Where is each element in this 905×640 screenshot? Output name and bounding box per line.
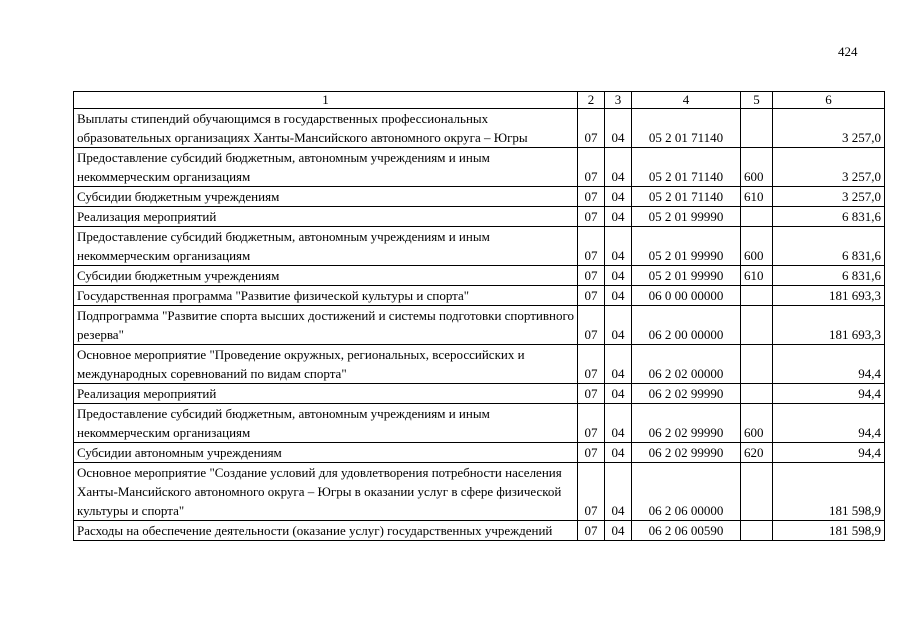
cell-subsection: 04: [605, 443, 632, 463]
column-header: 6: [773, 92, 885, 109]
cell-subsection: 04: [605, 286, 632, 306]
cell-section: 07: [578, 463, 605, 521]
cell-expense-type: [741, 286, 773, 306]
cell-target-article: 06 2 06 00590: [632, 521, 741, 541]
cell-name: Предоставление субсидий бюджетным, автономным учреждениям и иным некоммерческим организациям: [74, 227, 578, 266]
table-row: [74, 521, 885, 541]
cell-expense-type: 600: [741, 227, 773, 266]
table-row: [74, 207, 885, 227]
table-row: [74, 109, 885, 148]
table-row: [74, 443, 885, 463]
cell-amount: 94,4: [773, 443, 885, 463]
cell-amount: 3 257,0: [773, 109, 885, 148]
table-row: [74, 266, 885, 286]
cell-section: 07: [578, 404, 605, 443]
cell-amount: 6 831,6: [773, 207, 885, 227]
table-row: [74, 148, 885, 187]
cell-expense-type: [741, 521, 773, 541]
cell-section: 07: [578, 384, 605, 404]
cell-subsection: 04: [605, 345, 632, 384]
cell-name: Основное мероприятие "Проведение окружных, региональных, всероссийских и международных соревнований по видам спорта": [74, 345, 578, 384]
cell-expense-type: [741, 109, 773, 148]
cell-subsection: 04: [605, 404, 632, 443]
cell-target-article: 05 2 01 99990: [632, 207, 741, 227]
cell-name: Реализация мероприятий: [74, 384, 578, 404]
cell-amount: 94,4: [773, 404, 885, 443]
cell-expense-type: [741, 384, 773, 404]
cell-expense-type: [741, 306, 773, 345]
cell-section: 07: [578, 207, 605, 227]
cell-subsection: 04: [605, 384, 632, 404]
cell-target-article: 06 0 00 00000: [632, 286, 741, 306]
cell-subsection: 04: [605, 109, 632, 148]
cell-subsection: 04: [605, 306, 632, 345]
cell-target-article: 05 2 01 99990: [632, 227, 741, 266]
column-header: 1: [74, 92, 578, 109]
cell-subsection: 04: [605, 148, 632, 187]
cell-target-article: 06 2 02 00000: [632, 345, 741, 384]
cell-amount: 181 598,9: [773, 463, 885, 521]
cell-amount: 3 257,0: [773, 148, 885, 187]
cell-expense-type: 600: [741, 404, 773, 443]
cell-subsection: 04: [605, 266, 632, 286]
table-row: [74, 286, 885, 306]
column-header: 3: [605, 92, 632, 109]
cell-expense-type: 620: [741, 443, 773, 463]
cell-expense-type: 610: [741, 266, 773, 286]
page-number: 424: [838, 44, 858, 59]
cell-target-article: 06 2 06 00000: [632, 463, 741, 521]
table-row: [74, 227, 885, 266]
cell-amount: 6 831,6: [773, 266, 885, 286]
cell-target-article: 05 2 01 71140: [632, 109, 741, 148]
cell-subsection: 04: [605, 227, 632, 266]
cell-name: Субсидии бюджетным учреждениям: [74, 187, 578, 207]
cell-expense-type: [741, 463, 773, 521]
cell-section: 07: [578, 187, 605, 207]
cell-target-article: 06 2 02 99990: [632, 404, 741, 443]
cell-expense-type: 600: [741, 148, 773, 187]
cell-expense-type: [741, 345, 773, 384]
cell-target-article: 06 2 02 99990: [632, 443, 741, 463]
cell-amount: 94,4: [773, 384, 885, 404]
table-row: [74, 187, 885, 207]
cell-name: Расходы на обеспечение деятельности (оказание услуг) государственных учреждений: [74, 521, 578, 541]
budget-table: [73, 91, 885, 541]
cell-subsection: 04: [605, 463, 632, 521]
table-header-row: [74, 92, 885, 109]
cell-name: Субсидии бюджетным учреждениям: [74, 266, 578, 286]
table-row: [74, 463, 885, 521]
cell-amount: 6 831,6: [773, 227, 885, 266]
cell-section: 07: [578, 266, 605, 286]
table-row: [74, 345, 885, 384]
cell-section: 07: [578, 148, 605, 187]
cell-amount: 181 693,3: [773, 286, 885, 306]
table-row: [74, 404, 885, 443]
cell-amount: 3 257,0: [773, 187, 885, 207]
cell-name: Предоставление субсидий бюджетным, автономным учреждениям и иным некоммерческим организациям: [74, 404, 578, 443]
table-row: [74, 384, 885, 404]
cell-amount: 181 693,3: [773, 306, 885, 345]
cell-amount: 181 598,9: [773, 521, 885, 541]
table-row: [74, 306, 885, 345]
cell-target-article: 05 2 01 71140: [632, 148, 741, 187]
cell-section: 07: [578, 443, 605, 463]
cell-target-article: 06 2 02 99990: [632, 384, 741, 404]
cell-section: 07: [578, 521, 605, 541]
cell-name: Выплаты стипендий обучающимся в государственных профессиональных образовательных организациях Ханты-Мансийского автономного округа – Югры: [74, 109, 578, 148]
cell-name: Государственная программа "Развитие физической культуры и спорта": [74, 286, 578, 306]
cell-name: Подпрограмма "Развитие спорта высших достижений и системы подготовки спортивного резерва": [74, 306, 578, 345]
cell-expense-type: [741, 207, 773, 227]
cell-subsection: 04: [605, 207, 632, 227]
cell-amount: 94,4: [773, 345, 885, 384]
cell-section: 07: [578, 227, 605, 266]
cell-name: Основное мероприятие "Создание условий для удовлетворения потребности населения Ханты-Мансийского автономного округа – Югры в оказании услуг в сфере физической культуры и спорта": [74, 463, 578, 521]
column-header: 5: [741, 92, 773, 109]
cell-name: Предоставление субсидий бюджетным, автономным учреждениям и иным некоммерческим организациям: [74, 148, 578, 187]
cell-section: 07: [578, 286, 605, 306]
column-header: 4: [632, 92, 741, 109]
column-header: 2: [578, 92, 605, 109]
cell-target-article: 05 2 01 99990: [632, 266, 741, 286]
cell-expense-type: 610: [741, 187, 773, 207]
cell-section: 07: [578, 109, 605, 148]
cell-name: Субсидии автономным учреждениям: [74, 443, 578, 463]
cell-name: Реализация мероприятий: [74, 207, 578, 227]
cell-target-article: 06 2 00 00000: [632, 306, 741, 345]
cell-section: 07: [578, 306, 605, 345]
cell-subsection: 04: [605, 187, 632, 207]
cell-section: 07: [578, 345, 605, 384]
cell-target-article: 05 2 01 71140: [632, 187, 741, 207]
cell-subsection: 04: [605, 521, 632, 541]
